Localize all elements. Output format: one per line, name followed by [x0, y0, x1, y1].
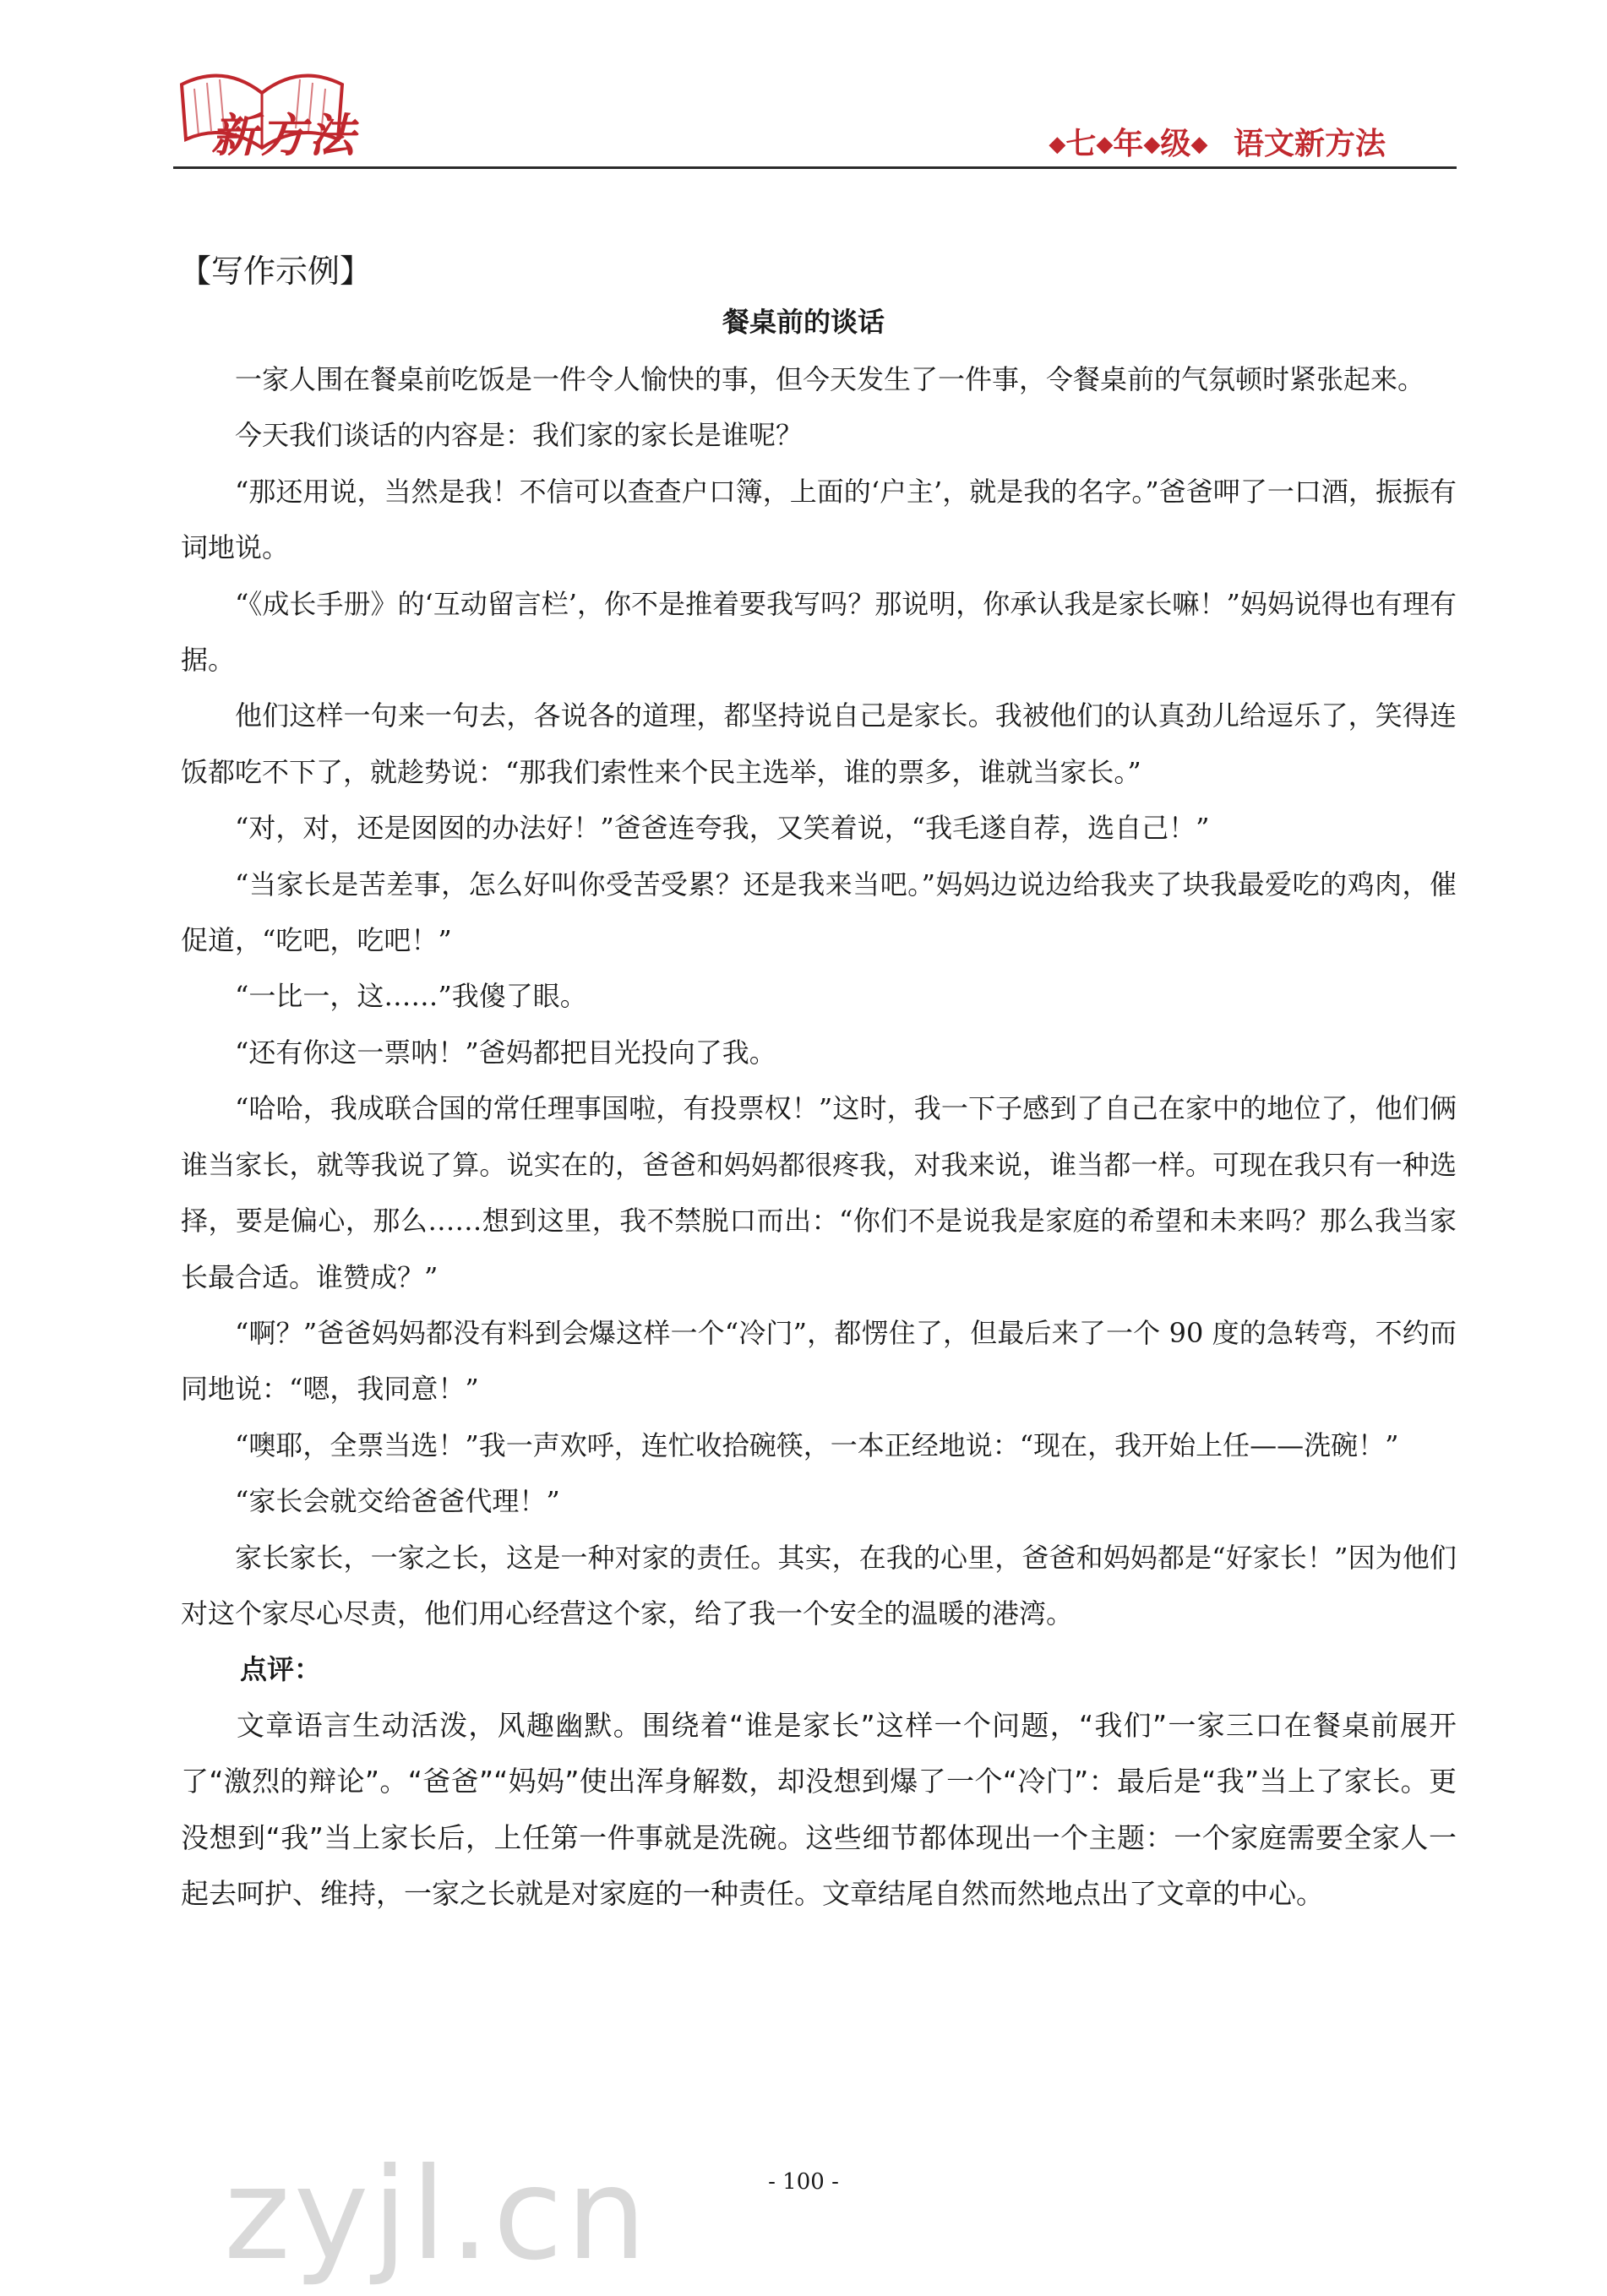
watermark: zyjl.cn	[224, 2141, 651, 2288]
grade-right: 年	[1113, 127, 1144, 161]
paragraph: “当家长是苦差事，怎么好叫你受苦受累？还是我来当吧。”妈妈边说边给我夹了块我最爱吃的鸡肉，催促道，“吃吧，吃吧！”	[181, 868, 1457, 957]
paragraph: “对，对，还是囡囡的办法好！”爸爸连夸我，又笑着说，“我毛遂自荐，选自己！”	[235, 812, 1210, 845]
paragraph: “还有你这一票呐！”爸妈都把目光投向了我。	[235, 1036, 776, 1069]
grade-unit: 级	[1160, 127, 1191, 161]
paragraph: “家长会就交给爸爸代理！”	[235, 1485, 560, 1518]
review-label: 点评：	[240, 1653, 322, 1686]
paragraph: “啊？”爸爸妈妈都没有料到会爆这样一个“冷门”，都愣住了，但最后来了一个 90 度的急转弯，不约而同地说：“嗯，我同意！”	[181, 1316, 1457, 1406]
header-divider	[173, 166, 1457, 169]
paragraph: 今天我们谈话的内容是：我们家的家长是谁呢？	[235, 419, 804, 452]
grade-left: 七	[1065, 127, 1097, 161]
logo-text: 新方法	[211, 108, 358, 162]
paragraph: “那还用说，当然是我！不信可以查查户口簿，上面的‘户主’，就是我的名字。”爸爸呷了一口酒，振振有词地说。	[181, 475, 1457, 564]
series-header: ◆七◆年◆级◆ 语文新方法	[1049, 127, 1386, 161]
review-text: 文章语言生动活泼，风趣幽默。围绕着“谁是家长”这样一个问题，“我们”一家三口在餐桌前展开了“激烈的辩论”。“爸爸”“妈妈”使出浑身解数，却没想到爆了一个“冷门”：最后是“我”当上了家长。更没想到“我”当上家长后，上任第一件事就是洗碗。这些细节都体现出一个主题：一个家庭需要全家人一起去呵护、维持，一家之长就是对家庭的一种责任。文章结尾自然而然地点出了文章的中心。	[181, 1708, 1457, 1910]
paragraph: “哈哈，我成联合国的常任理事国啦，有投票权！”这时，我一下子感到了自己在家中的地位了，他们俩谁当家长，就等我说了算。说实在的，爸爸和妈妈都很疼我，对我来说，谁当都一样。可现在我只有一种选择，要是偏心，那么……想到这里，我不禁脱口而出：“你们不是说我是家庭的希望和未来吗？那么我当家长最合适。谁赞成？”	[181, 1092, 1457, 1293]
essay-body	[181, 351, 1457, 1922]
series-title: 语文新方法	[1233, 127, 1386, 161]
paragraph: “《成长手册》的‘互动留言栏’，你不是推着要我写吗？那说明，你承认我是家长嘛！”妈妈说得也有理有据。	[181, 587, 1457, 677]
paragraph: 他们这样一句来一句去，各说各的道理，都坚持说自己是家长。我被他们的认真劲儿给逗乐了，笑得连饭都吃不下了，就趁势说：“那我们索性来个民主选举，谁的票多，谁就当家长。”	[181, 699, 1457, 788]
paragraph: “一比一，这……”我傻了眼。	[235, 980, 587, 1013]
paragraph: 一家人围在餐桌前吃饭是一件令人愉快的事，但今天发生了一件事，令餐桌前的气氛顿时紧张起来。	[235, 363, 1425, 395]
section-label: 【写作示例】	[179, 253, 373, 290]
page-number: - 100 -	[768, 2169, 839, 2195]
essay-title: 餐桌前的谈话	[722, 306, 885, 338]
paragraph: “噢耶，全票当选！”我一声欢呼，连忙收拾碗筷，一本正经地说：“现在，我开始上任——洗碗！”	[235, 1428, 1399, 1461]
paragraph: 家长家长，一家之长，这是一种对家的责任。其实，在我的心里，爸爸和妈妈都是“好家长！”因为他们对这个家尽心尽责，他们用心经营这个家，给了我一个安全的温暖的港湾。	[181, 1541, 1457, 1630]
